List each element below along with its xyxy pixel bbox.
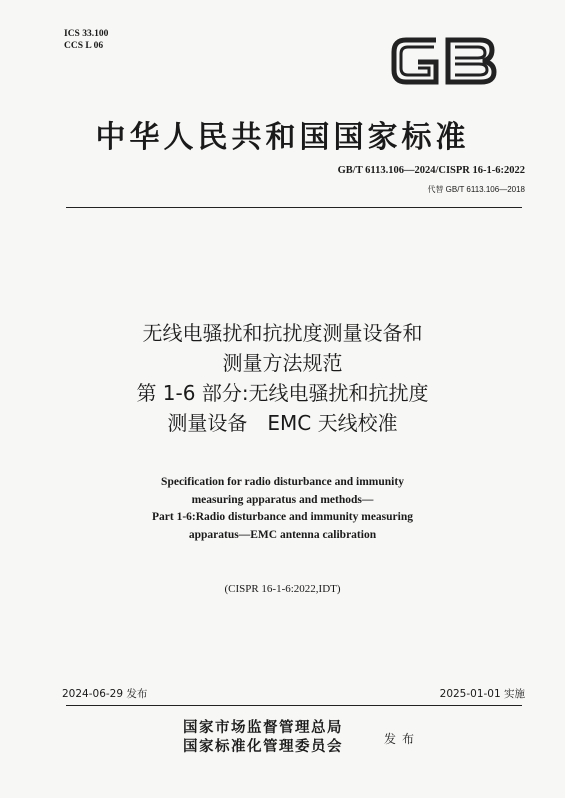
english-title-line: apparatus—EMC antenna calibration [188, 528, 377, 541]
bottom-rule [66, 705, 522, 706]
national-standard-title: 中华人民共和国国家标准 [95, 120, 470, 155]
english-title-line: Part 1-6:Radio disturbance and immunity measuring [152, 511, 413, 523]
top-rule [66, 207, 522, 208]
replaces-note: 代替 GB/T 6113.106—2018 [427, 185, 525, 194]
ccs-code: CCS L 06 [64, 41, 104, 51]
ics-code: ICS 33.100 [64, 29, 109, 39]
standard-number: GB/T 6113.106—2024/CISPR 16-1-6:2022 [337, 165, 525, 176]
chinese-title-line: 第 1-6 部分:无线电骚扰和抗扰度 [136, 381, 429, 405]
issue-date: 2024-06-29 发布 [62, 688, 148, 700]
publisher-name: 国家标准化管理委员会 [183, 738, 343, 755]
chinese-title-line: 测量设备 EMC 天线校准 [167, 411, 398, 435]
publish-label: 发布 [384, 732, 421, 746]
english-title-line: Specification for radio disturbance and immunity [161, 476, 404, 488]
chinese-title [0, 318, 565, 438]
publisher-name: 国家市场监督管理总局 [183, 719, 343, 736]
publishers [183, 718, 343, 756]
chinese-title-line: 测量方法规范 [222, 351, 343, 375]
implementation-date: 2025-01-01 实施 [439, 688, 525, 700]
idt-note: (CISPR 16-1-6:2022,IDT) [224, 583, 341, 595]
english-title [0, 474, 565, 544]
english-title-line: measuring apparatus and methods— [191, 493, 374, 506]
gb-logo [388, 32, 500, 90]
chinese-title-line: 无线电骚扰和抗扰度测量设备和 [142, 321, 423, 345]
